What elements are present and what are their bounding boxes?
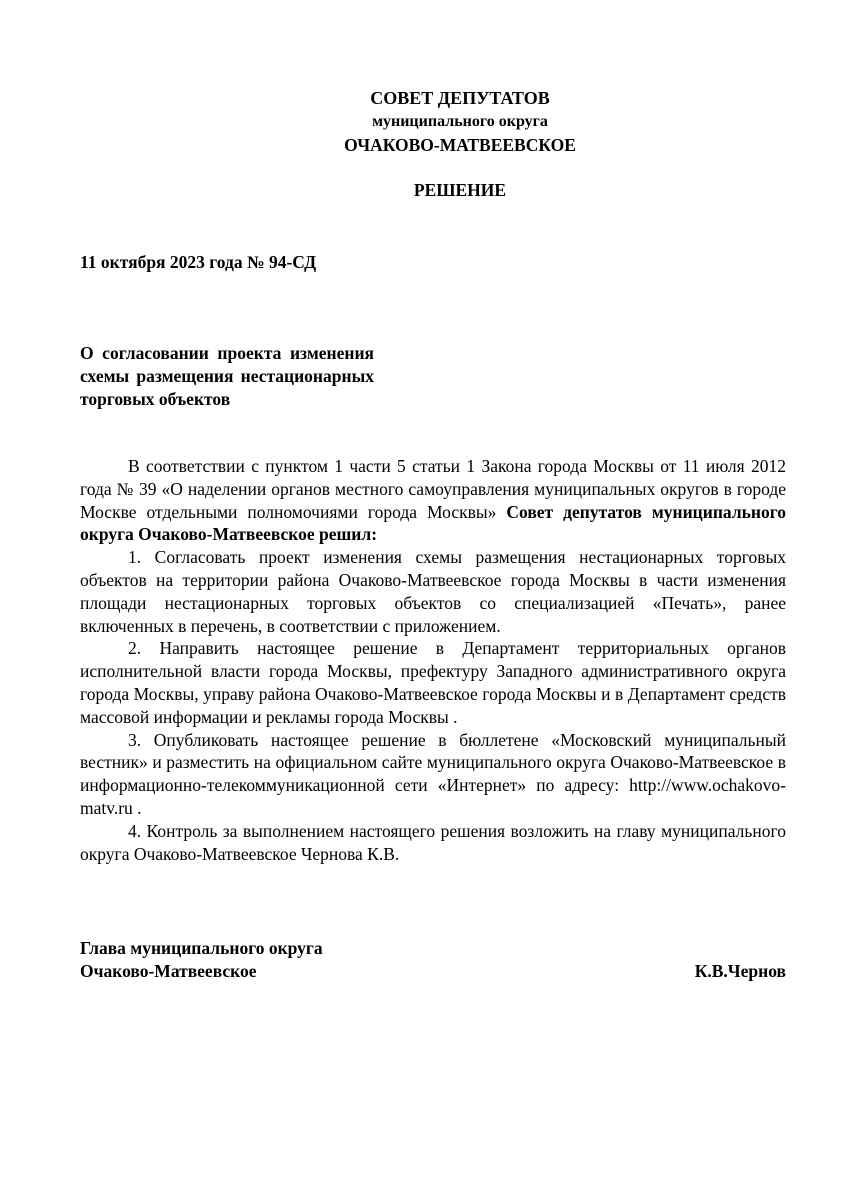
item-1: 1. Согласовать проект изменения схемы размещения нестационарных торговых объектов на территории района Очаково-Матвеевское города Москвы в части изменения площади нестационарных торговых объектов со специализацией «Печать», ранее включенных в перечень, в соответствии с приложением. <box>80 547 786 636</box>
decision-date-number: 11 октября 2023 года № 94-СД <box>80 252 317 272</box>
decision-body <box>80 455 786 865</box>
signature-row <box>80 960 786 983</box>
signature-block <box>80 937 786 983</box>
signature-title-line1: Глава муниципального округа <box>80 938 323 958</box>
signature-title-line2: Очаково-Матвеевское <box>80 961 257 981</box>
council-title: СОВЕТ ДЕПУТАТОВ <box>370 88 550 108</box>
intro-resolution: Совет депутатов муниципального округа Очаково-Матвеевское решил: <box>80 501 787 545</box>
item-3: 3. Опубликовать настоящее решение в бюллетене «Московский муниципальный вестник» и разместить на официальном сайте муниципального округа Очаково-Матвеевское в информационно-телекоммуникационной сети «Интернет» по адресу: http://www.ochakovo-matv.ru . <box>80 729 786 818</box>
decision-subject: О согласовании проекта изменения схемы размещения нестационарных торговых объектов <box>80 343 374 409</box>
district-subtitle: муниципального округа <box>372 113 548 130</box>
signatory-name: К.В.Чернов <box>694 961 786 981</box>
item-4: 4. Контроль за выполнением настоящего решения возложить на главу муниципального округа Очаково-Матвеевское Чернова К.В. <box>80 820 786 864</box>
intro-paragraph <box>80 455 786 546</box>
item-2: 2. Направить настоящее решение в Департамент территориальных органов исполнительной власти города Москвы, префектуру Западного административного округа города Москвы, управу района Очаково-Матвеевское города Москвы и в Департамент средств массовой информации и рекламы города Москвы . <box>80 638 786 727</box>
decision-heading: РЕШЕНИЕ <box>413 180 507 200</box>
intro-text: В соответствии с пунктом 1 части 5 статьи 1 Закона города Москвы от 11 июля 2012 года № 39 «О наделении органов местного самоуправления муниципальных округов в городе Москве отдельными полномочиями города Москвы» <box>80 456 786 522</box>
district-name: ОЧАКОВО-МАТВЕЕВСКОЕ <box>344 135 576 155</box>
